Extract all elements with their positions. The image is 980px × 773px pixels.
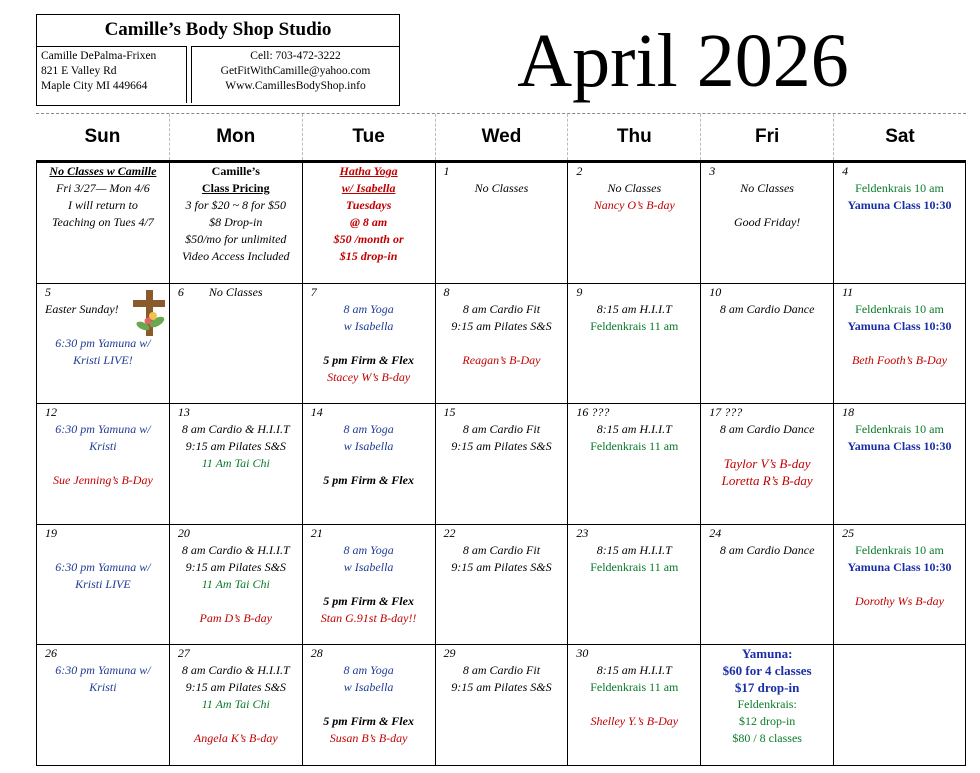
event: 5 pm Firm & Flex xyxy=(323,593,414,608)
day-cell-8 xyxy=(435,284,568,404)
day-cell-24 xyxy=(700,525,833,645)
event: 11 Am Tai Chi xyxy=(201,576,270,591)
event: 6:30 pm Yamuna w/ xyxy=(55,335,151,350)
day-number: 25 xyxy=(842,525,855,540)
event: 11 Am Tai Chi xyxy=(201,697,270,711)
event: 6:30 pm Yamuna w/ xyxy=(55,559,151,574)
yoga-day: Tuesdays xyxy=(345,198,392,212)
day-cell-yoga-info xyxy=(302,163,435,283)
event: No Classes xyxy=(740,181,794,195)
event: 6:30 pm Yamuna w/ xyxy=(55,422,151,436)
day-cell-6 xyxy=(169,284,302,404)
day-cell-19 xyxy=(36,525,169,645)
birthday: Stacey W’s B-day xyxy=(327,369,411,384)
day-number: 28 xyxy=(310,646,323,660)
day-cell-empty xyxy=(833,645,966,765)
day-cell-3 xyxy=(700,163,833,283)
birthday: Shelley Y.’s B-Day xyxy=(590,714,679,728)
event: Feldenkrais 11 am xyxy=(590,439,679,453)
day-cell-25 xyxy=(833,525,966,645)
birthday: Stan G.91st B-day!! xyxy=(320,610,417,625)
day-number: 2 xyxy=(576,164,583,178)
day-cell-28 xyxy=(302,645,435,765)
day-cell-9 xyxy=(567,284,700,404)
event: 8 am Cardio Dance xyxy=(719,301,815,316)
day-cell-12 xyxy=(36,404,169,524)
event: 5 pm Firm & Flex xyxy=(323,473,414,487)
day-cell-rates xyxy=(700,645,833,765)
day-cell-14 xyxy=(302,404,435,524)
notice-text: Teaching on Tues 4/7 xyxy=(51,215,154,229)
event: 9:15 am Pilates S&S xyxy=(185,559,286,574)
week-row-2 xyxy=(36,284,966,405)
day-number: 7 xyxy=(310,284,317,299)
week-row-4 xyxy=(36,525,966,646)
day-number: 3 xyxy=(709,164,716,178)
event: Feldenkrais 11 am xyxy=(590,318,679,333)
event: 8 am Cardio Dance xyxy=(719,422,815,436)
event: Yamuna Class 10:30 xyxy=(847,198,952,212)
pricing-subtitle: Class Pricing xyxy=(201,181,270,195)
holiday: Good Friday! xyxy=(733,215,801,229)
birthday: Sue Jenning’s B-Day xyxy=(53,473,153,487)
yamuna-rate: $60 for 4 classes xyxy=(722,663,812,678)
event: 8:15 am H.I.I.T xyxy=(596,422,672,436)
day-cell-27 xyxy=(169,645,302,765)
event: Kristi LIVE xyxy=(75,576,131,591)
feldenkrais-rate: $12 drop-in xyxy=(738,714,796,728)
pricing-line: $50/mo for unlimited xyxy=(185,232,287,246)
day-cell-11 xyxy=(833,284,966,404)
yoga-price: $15 drop-in xyxy=(339,249,398,263)
day-number: 5 xyxy=(45,284,51,299)
event: Kristi xyxy=(89,680,117,694)
day-number: 24 xyxy=(709,525,722,540)
yoga-title: Hatha Yoga xyxy=(339,164,398,178)
event: 8:15 am H.I.I.T xyxy=(596,301,672,316)
birthday: Reagan’s B-Day xyxy=(462,352,541,367)
birthday: Angela K’s B-day xyxy=(193,731,278,745)
day-number: 17 ??? xyxy=(709,405,743,419)
studio-name: Camille’s Body Shop Studio xyxy=(104,19,332,40)
event: 9:15 am Pilates S&S xyxy=(451,559,552,574)
day-number: 15 xyxy=(443,405,456,419)
birthday: Taylor V’s B-day xyxy=(723,456,811,471)
event: 8 am Cardio Fit xyxy=(462,663,541,677)
day-number: 10 xyxy=(709,284,722,299)
day-cell-17 xyxy=(700,404,833,524)
weekday-mon: Mon xyxy=(169,114,302,160)
event: 8 am Cardio & H.I.I.T xyxy=(181,663,290,677)
event: 5 pm Firm & Flex xyxy=(323,714,414,728)
yamuna-rates-title: Yamuna: xyxy=(741,646,793,661)
day-number: 11 xyxy=(842,284,854,299)
city-address: Maple City MI 449664 xyxy=(41,80,148,92)
event: 6:30 pm Yamuna w/ xyxy=(55,663,151,677)
event: 9:15 am Pilates S&S xyxy=(451,680,552,694)
event: w Isabella xyxy=(343,680,394,694)
event: 8 am Cardio Dance xyxy=(719,542,815,557)
birthday: Pam D’s B-day xyxy=(199,610,272,625)
day-cell-26 xyxy=(36,645,169,765)
feldenkrais-rate: $80 / 8 classes xyxy=(732,731,802,745)
event: 9:15 am Pilates S&S xyxy=(185,439,286,453)
event: Yamuna Class 10:30 xyxy=(847,559,952,574)
studio-info-box xyxy=(36,14,400,106)
event: 9:15 am Pilates S&S xyxy=(451,318,552,333)
day-number: 19 xyxy=(45,525,57,540)
day-number: 20 xyxy=(177,525,190,540)
event: 8 am Cardio Fit xyxy=(462,542,541,557)
day-number: 12 xyxy=(45,405,57,419)
day-number: 30 xyxy=(576,646,589,660)
studio-contact xyxy=(191,46,399,103)
weekday-header-row xyxy=(36,114,966,163)
event: 8:15 am H.I.I.T xyxy=(596,663,672,677)
event: Feldenkrais 10 am xyxy=(855,301,944,316)
event: w Isabella xyxy=(343,439,394,453)
event: 8 am Cardio Fit xyxy=(462,422,541,436)
day-number: 8 xyxy=(443,284,450,299)
day-number: 13 xyxy=(177,405,190,419)
day-cell-21 xyxy=(302,525,435,645)
event: Kristi LIVE! xyxy=(73,352,133,367)
event: 8 am Yoga xyxy=(343,542,394,557)
day-number: 14 xyxy=(310,405,323,419)
day-cell-13 xyxy=(169,404,302,524)
birthday: Nancy O’s B-day xyxy=(593,198,675,212)
website: Www.CamillesBodyShop.info xyxy=(225,80,366,92)
month-title: April 2026 xyxy=(517,19,849,103)
notice-heading: No Classes w Camille xyxy=(49,164,157,178)
event: 9:15 am Pilates S&S xyxy=(185,680,286,694)
birthday: Susan B’s B-day xyxy=(329,731,408,745)
event: 5 pm Firm & Flex xyxy=(323,352,414,367)
pricing-line: 3 for $20 ~ 8 for $50 xyxy=(185,198,287,212)
day-number: 23 xyxy=(576,525,589,540)
day-cell-5 xyxy=(36,284,169,404)
day-cell-29 xyxy=(435,645,568,765)
event: Feldenkrais 11 am xyxy=(590,559,679,574)
day-cell-16 xyxy=(567,404,700,524)
day-cell-7 xyxy=(302,284,435,404)
event: 8 am Cardio & H.I.I.T xyxy=(181,542,290,557)
week-row-3 xyxy=(36,404,966,525)
birthday: Beth Footh’s B-Day xyxy=(851,352,948,367)
event: Yamuna Class 10:30 xyxy=(847,318,952,333)
owner-name: Camille DePalma-Frixen xyxy=(41,50,157,62)
event: Yamuna Class 10:30 xyxy=(847,439,952,453)
day-number: 22 xyxy=(443,525,456,540)
day-cell-4 xyxy=(833,163,966,283)
event: w Isabella xyxy=(343,559,394,574)
weekday-fri: Fri xyxy=(700,114,833,160)
feldenkrais-rates-title: Feldenkrais: xyxy=(737,697,797,711)
day-number: 4 xyxy=(842,164,849,178)
holiday: Easter Sunday! xyxy=(45,301,119,316)
day-cell-notice xyxy=(36,163,169,283)
cell-phone: Cell: 703-472-3222 xyxy=(250,50,341,62)
day-cell-18 xyxy=(833,404,966,524)
event: Feldenkrais 10 am xyxy=(855,542,944,557)
pricing-line: Video Access Included xyxy=(182,249,290,263)
day-number: 16 ??? xyxy=(576,405,610,419)
weekday-sun: Sun xyxy=(84,126,121,147)
day-number: 27 xyxy=(177,646,190,660)
event: No Classes xyxy=(607,181,662,195)
calendar-grid xyxy=(36,114,966,766)
day-number: 18 xyxy=(842,405,855,419)
event: No Classes xyxy=(474,181,529,195)
birthday: Loretta R’s B-day xyxy=(721,473,813,488)
event: 8 am Cardio & H.I.I.T xyxy=(181,422,290,436)
yoga-price: $50 /month or xyxy=(333,232,404,246)
week-row-1 xyxy=(36,163,966,284)
day-number: 9 xyxy=(576,284,583,299)
day-cell-22 xyxy=(435,525,568,645)
day-cell-30 xyxy=(567,645,700,765)
birthday: Dorothy Ws B-day xyxy=(855,593,944,608)
weekday-tue: Tue xyxy=(302,114,435,160)
weekday-thu: Thu xyxy=(567,114,700,160)
day-cell-23 xyxy=(567,525,700,645)
easter-cross-icon xyxy=(129,288,169,338)
event: w Isabella xyxy=(343,318,394,333)
day-number: 26 xyxy=(45,646,57,660)
street-address: 821 E Valley Rd xyxy=(41,65,117,77)
event: 8:15 am H.I.I.T xyxy=(596,542,672,557)
event: 8 am Cardio Fit xyxy=(462,301,541,316)
day-number: 1 xyxy=(443,164,450,178)
day-number: 29 xyxy=(443,646,456,660)
event: 8 am Yoga xyxy=(343,663,394,677)
day-cell-15 xyxy=(435,404,568,524)
email-address: GetFitWithCamille@yahoo.com xyxy=(220,65,371,77)
event: No Classes xyxy=(208,284,263,299)
day-cell-pricing xyxy=(169,163,302,283)
notice-text: I will return to xyxy=(67,198,138,212)
studio-address xyxy=(37,46,187,103)
notice-dates: Fri 3/27— Mon 4/6 xyxy=(56,181,150,195)
weekday-sat: Sat xyxy=(833,114,966,160)
day-cell-10 xyxy=(700,284,833,404)
yamuna-rate: $17 drop-in xyxy=(734,680,800,695)
event: 8 am Yoga xyxy=(343,422,394,436)
day-number: 6 xyxy=(177,284,184,299)
event: 8 am Yoga xyxy=(343,301,394,316)
day-cell-2 xyxy=(567,163,700,283)
event: Kristi xyxy=(89,439,117,453)
event: 11 Am Tai Chi xyxy=(201,456,270,470)
event: 9:15 am Pilates S&S xyxy=(451,439,552,453)
event: Feldenkrais 10 am xyxy=(855,422,944,436)
yoga-instructor: w/ Isabella xyxy=(341,181,396,195)
event: Feldenkrais 11 am xyxy=(590,680,679,694)
day-cell-1 xyxy=(435,163,568,283)
week-row-5 xyxy=(36,645,966,766)
event: Feldenkrais 10 am xyxy=(855,181,944,195)
pricing-title: Camille’s xyxy=(211,164,260,178)
weekday-wed: Wed xyxy=(435,114,568,160)
pricing-line: $8 Drop-in xyxy=(209,215,263,229)
yoga-time: @ 8 am xyxy=(349,215,388,229)
day-cell-20 xyxy=(169,525,302,645)
day-number: 21 xyxy=(310,525,323,540)
